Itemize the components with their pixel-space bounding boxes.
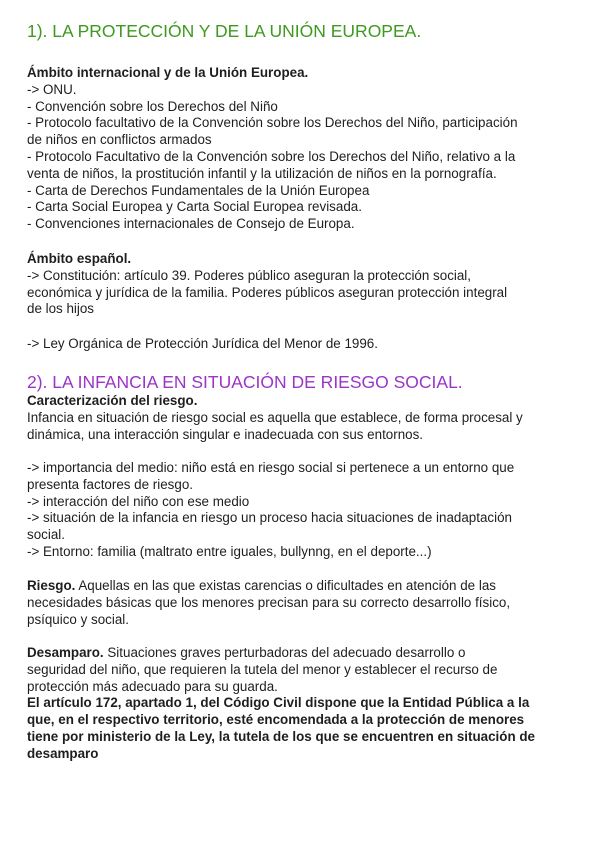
riesgo-term: Riesgo. <box>27 578 76 593</box>
spain-line: de los hijos <box>27 301 94 317</box>
spain-title: Ámbito español. <box>27 251 132 266</box>
arrow-line: presenta factores de riesgo. <box>27 476 193 492</box>
arrow-line: -> situación de la infancia en riesgo un proceso hacia situaciones de inadaptación <box>27 510 512 526</box>
desamparo-term: Desamparo. <box>27 645 104 660</box>
desamparo-block <box>27 645 587 763</box>
intl-line: - Carta Social Europea y Carta Social Europea revisada. <box>27 199 362 215</box>
desamparo-line: seguridad del niño, que requieren la tutela del menor y establecer el recurso de <box>27 661 498 677</box>
spain-line: económica y jurídica de la familia. Poderes públicos aseguran protección integral <box>27 284 508 300</box>
articulo-line: que, en el respectivo territorio, esté encomendada a la protección de menores <box>27 712 525 728</box>
section1-heading: 1). LA PROTECCIÓN Y DE LA UNIÓN EUROPEA. <box>27 21 422 41</box>
intl-line: de niños en conflictos armados <box>27 132 212 148</box>
riesgo-block <box>27 578 587 628</box>
intl-line: - Convención sobre los Derechos del Niño <box>27 98 278 114</box>
spain-block <box>27 251 587 318</box>
articulo-line: tiene por ministerio de la Ley, la tutela de los que se encuentren en situación de <box>27 728 535 744</box>
spain-line: -> Constitución: artículo 39. Poderes público aseguran la protección social, <box>27 267 472 283</box>
riesgo-line: psíquico y social. <box>27 611 129 627</box>
intl-line: - Protocolo facultativo de la Convención sobre los Derechos del Niño, participación <box>27 115 518 131</box>
ley-line: -> Ley Orgánica de Protección Jurídica del Menor de 1996. <box>27 336 378 351</box>
carac-line: dinámica, una interacción singular e inadecuada con sus entornos. <box>27 426 424 442</box>
articulo-line: El artículo 172, apartado 1, del Código Civil dispone que la Entidad Pública a la <box>27 695 530 711</box>
section2-heading: 2). LA INFANCIA EN SITUACIÓN DE RIESGO SOCIAL. <box>27 372 463 392</box>
arrow-block <box>27 460 587 561</box>
intl-line: venta de niños, la prostitución infantil y la utilización de niños en la pornografía. <box>27 165 497 181</box>
arrow-line: -> interacción del niño con ese medio <box>27 493 250 509</box>
desamparo-line: protección más adecuado para su guarda. <box>27 678 278 694</box>
intl-title: Ámbito internacional y de la Unión Europea. <box>27 65 309 80</box>
carac-block <box>27 393 587 443</box>
arrow-line: social. <box>27 527 65 543</box>
intl-line: - Carta de Derechos Fundamentales de la Unión Europea <box>27 182 370 198</box>
carac-title: Caracterización del riesgo. <box>27 393 198 408</box>
arrow-line: -> Entorno: familia (maltrato entre iguales, bullynng, en el deporte...) <box>27 543 432 559</box>
articulo-line: desamparo <box>27 745 99 761</box>
carac-line: Infancia en situación de riesgo social es aquella que establece, de forma procesal y <box>27 409 523 425</box>
intl-line: - Protocolo Facultativo de la Convención sobre los Derechos del Niño, relativo a la <box>27 148 516 164</box>
arrow-line: -> importancia del medio: niño está en riesgo social si pertenece a un entorno que <box>27 460 515 475</box>
desamparo-line: Situaciones graves perturbadoras del adecuado desarrollo o <box>103 645 466 660</box>
intl-block <box>27 65 587 233</box>
intl-line: - Convenciones internacionales de Consejo de Europa. <box>27 216 355 232</box>
riesgo-line: necesidades básicas que los menores precisan para su correcto desarrollo físico, <box>27 594 511 610</box>
intl-line: -> ONU. <box>27 81 77 97</box>
ley-block <box>27 336 587 353</box>
riesgo-line: Aquellas en las que existas carencias o dificultades en atención de las <box>75 578 496 593</box>
